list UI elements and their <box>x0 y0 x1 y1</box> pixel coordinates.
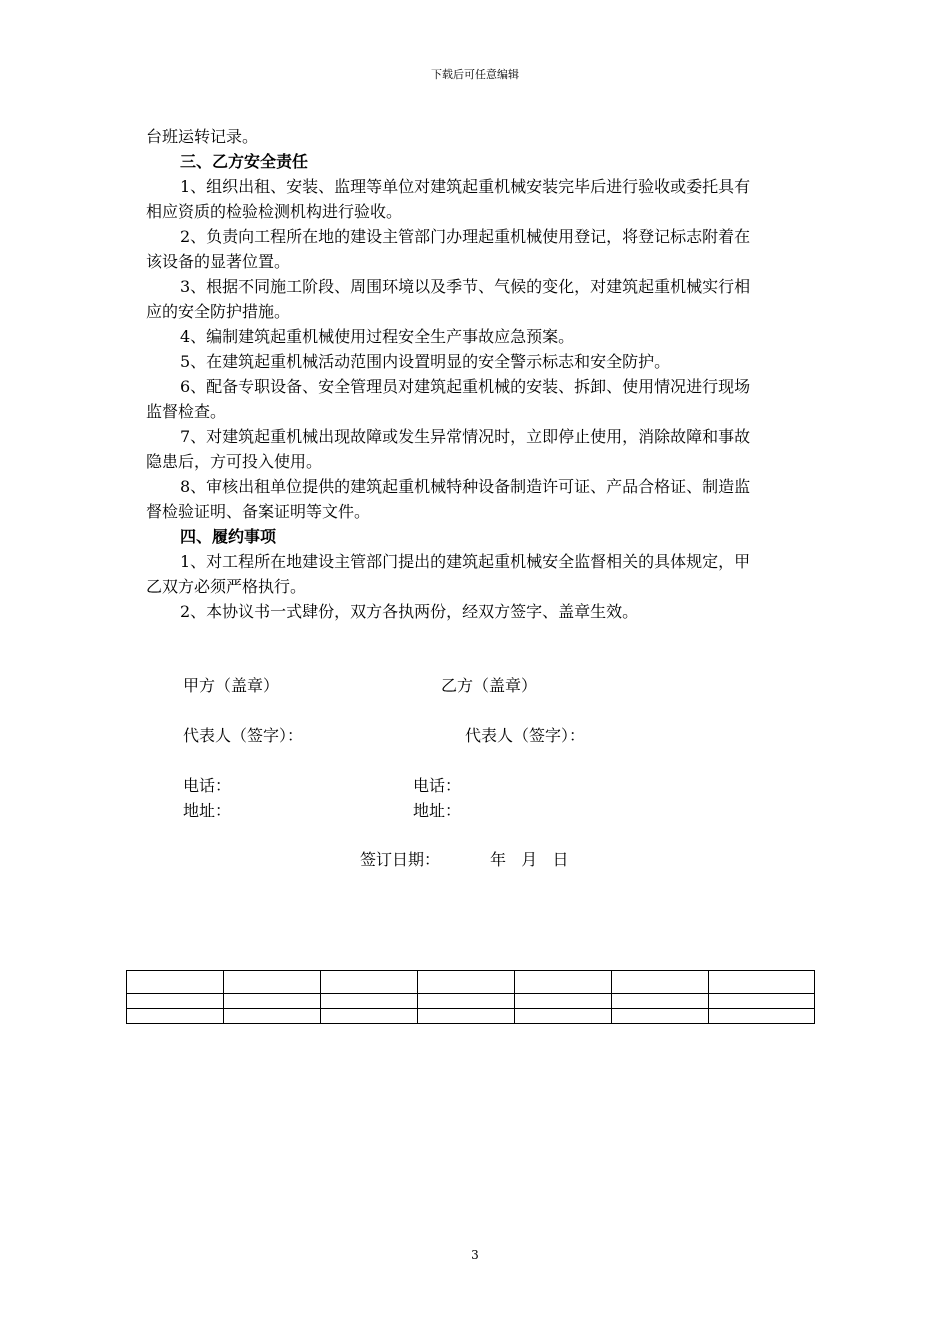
table-row <box>127 1009 815 1024</box>
table-cell <box>418 971 515 994</box>
party-a-representative-label: 代表人（签字）： <box>183 726 304 745</box>
table-cell <box>612 971 709 994</box>
table-cell <box>612 994 709 1009</box>
body-line: 5、在建筑起重机械活动范围内设置明显的安全警示标志和安全防护。 <box>180 352 671 371</box>
table-cell <box>224 971 321 994</box>
signing-date-units: 年 月 日 <box>490 850 569 869</box>
signing-date-label: 签订日期： <box>360 850 441 869</box>
party-b-phone-label: 电话： <box>413 776 462 795</box>
table-cell <box>321 971 418 994</box>
party-a-phone-label: 电话： <box>183 776 232 795</box>
party-a-seal-label: 甲方（盖章） <box>183 676 280 695</box>
page-number: 3 <box>471 1248 479 1262</box>
table-row <box>127 971 815 994</box>
body-line: 相应资质的检验检测机构进行验收。 <box>146 202 403 221</box>
body-line: 3、根据不同施工阶段、周围环境以及季节、气候的变化，对建筑起重机械实行相 <box>180 277 751 296</box>
body-line: 1、组织出租、安装、监理等单位对建筑起重机械安装完毕后进行验收或委托具有 <box>180 177 751 196</box>
table-cell <box>127 971 224 994</box>
body-line: 监督检查。 <box>146 402 227 421</box>
table-cell <box>515 1009 612 1024</box>
party-a-address-label: 地址： <box>183 801 232 820</box>
body-line: 乙双方必须严格执行。 <box>146 577 307 596</box>
body-line: 2、负责向工程所在地的建设主管部门办理起重机械使用登记，将登记标志附着在 <box>180 227 751 246</box>
body-line: 8、审核出租单位提供的建筑起重机械特种设备制造许可证、产品合格证、制造监 <box>180 477 751 496</box>
table-cell <box>321 994 418 1009</box>
table-cell <box>709 1009 815 1024</box>
table-cell <box>321 1009 418 1024</box>
section-heading: 四、履约事项 <box>180 527 277 546</box>
table-cell <box>418 1009 515 1024</box>
body-line: 隐患后，方可投入使用。 <box>146 452 323 471</box>
body-line: 2、本协议书一式肆份，双方各执两份，经双方签字、盖章生效。 <box>180 602 639 621</box>
party-b-representative-label: 代表人（签字）： <box>465 726 586 745</box>
body-line: 该设备的显著位置。 <box>146 252 291 271</box>
body-line: 应的安全防护措施。 <box>146 302 291 321</box>
table-cell <box>418 994 515 1009</box>
body-line: 4、编制建筑起重机械使用过程安全生产事故应急预案。 <box>180 327 575 346</box>
body-line: 1、对工程所在地建设主管部门提出的建筑起重机械安全监督相关的具体规定，甲 <box>180 552 751 571</box>
section-heading: 三、乙方安全责任 <box>180 152 309 171</box>
table-cell <box>612 1009 709 1024</box>
page-header: 下载后可任意编辑 <box>431 68 519 81</box>
table-cell <box>224 1009 321 1024</box>
body-line: 督检验证明、备案证明等文件。 <box>146 502 371 521</box>
body-line: 7、对建筑起重机械出现故障或发生异常情况时，立即停止使用，消除故障和事故 <box>180 427 751 446</box>
table-cell <box>709 971 815 994</box>
table-cell <box>224 994 321 1009</box>
body-line: 6、配备专职设备、安全管理员对建筑起重机械的安装、拆卸、使用情况进行现场 <box>180 377 751 396</box>
body-line: 台班运转记录。 <box>146 127 259 146</box>
table-row <box>127 994 815 1009</box>
table-cell <box>709 994 815 1009</box>
table-cell <box>515 994 612 1009</box>
table-cell <box>127 994 224 1009</box>
party-b-seal-label: 乙方（盖章） <box>441 676 538 695</box>
blank-table <box>126 970 815 1024</box>
party-b-address-label: 地址： <box>413 801 462 820</box>
table-cell <box>515 971 612 994</box>
table-cell <box>127 1009 224 1024</box>
